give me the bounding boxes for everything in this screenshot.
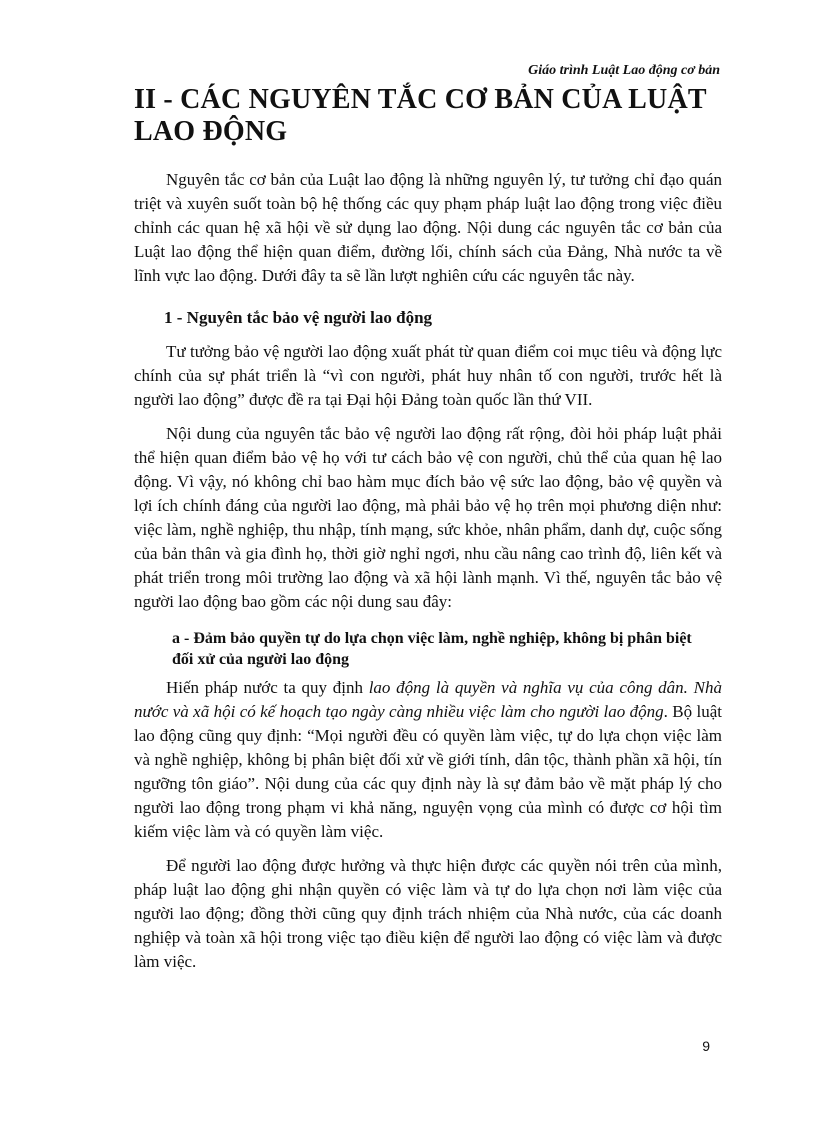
paragraph-3-rest: . Bộ luật lao động cũng quy định: “Mọi người đều có quyền làm việc, tự do lựa chọn việc làm và nghề nghiệp, không bị phân biệt đối xử về giới tính, dân tộc, thành phần xã hội, tín ngưỡng tôn giáo”. Nội dung của các quy định này là sự đảm bảo về mặt pháp lý cho người lao động trong phạm vi khả năng, nguyện vọng của mình có được cơ hội tìm kiếm việc làm và có quyền làm việc. [134, 702, 722, 841]
subsection-1-heading: 1 - Nguyên tắc bảo vệ người lao động [164, 308, 433, 327]
paragraph-4: Để người lao động được hưởng và thực hiện được các quyền nói trên của mình, pháp luật lao động ghi nhận quyền có việc làm và tự do lựa chọn nơi làm việc của người lao động; đồng thời cũng quy định trách nhiệm của Nhà nước, của các doanh nghiệp và toàn xã hội trong việc tạo điều kiện để người lao động có việc làm và được làm việc. [134, 856, 722, 971]
page-number: 9 [702, 1038, 710, 1054]
paragraph-3-italic-quote: lao động là quyền và nghĩa vụ của công dân. Nhà nước và xã hội có kế hoạch tạo ngày càng nhiều việc làm cho người lao động [134, 678, 722, 721]
paragraph-2: Nội dung của nguyên tắc bảo vệ người lao động rất rộng, đòi hỏi pháp luật phải thể hiện quan điểm bảo vệ họ với tư cách bảo vệ con người, chủ thể của quan hệ lao động. Vì vậy, nó không chỉ bao hàm mục đích bảo vệ sức lao động, bảo vệ quyền và lợi ích chính đáng của người lao động, mà phải bảo vệ họ trên mọi phương diện như: việc làm, nghề nghiệp, thu nhập, tính mạng, sức khỏe, nhân phẩm, danh dự, cuộc sống của bản thân và gia đình họ, thời giờ nghỉ ngơi, nhu cầu nâng cao trình độ, liên kết và phát triển trong môi trường lao động và xã hội lành mạnh. Vì thế, nguyên tắc bảo vệ người lao động bao gồm các nội dung sau đây: [134, 424, 722, 611]
running-header: Giáo trình Luật Lao động cơ bản [528, 63, 720, 78]
section-title: II - CÁC NGUYÊN TẮC CƠ BẢN CỦA LUẬT LAO ĐỘNG [134, 84, 707, 147]
page-content [134, 84, 722, 974]
intro-paragraph: Nguyên tắc cơ bản của Luật lao động là những nguyên lý, tư tưởng chỉ đạo quán triệt và xuyên suốt toàn bộ hệ thống các quy phạm pháp luật lao động trong việc điều chỉnh các quan hệ xã hội về sử dụng lao động. Nội dung các nguyên tắc cơ bản của Luật lao động thể hiện quan điểm, đường lối, chính sách của Đảng, Nhà nước ta về lĩnh vực lao động. Dưới đây ta sẽ lần lượt nghiên cứu các nguyên tắc này. [134, 170, 722, 285]
paragraph-1: Tư tưởng bảo vệ người lao động xuất phát từ quan điểm coi mục tiêu và động lực chính của sự phát triển là “vì con người, phát huy nhân tố con người, trước hết là người lao động” được đề ra tại Đại hội Đảng toàn quốc lần thứ VII. [134, 342, 722, 409]
subsection-a-heading: a - Đảm bảo quyền tự do lựa chọn việc làm, nghề nghiệp, không bị phân biệt đối xử của người lao động [172, 630, 692, 668]
paragraph-3-start: Hiến pháp nước ta quy định [166, 678, 369, 697]
paragraph-3 [134, 676, 722, 844]
